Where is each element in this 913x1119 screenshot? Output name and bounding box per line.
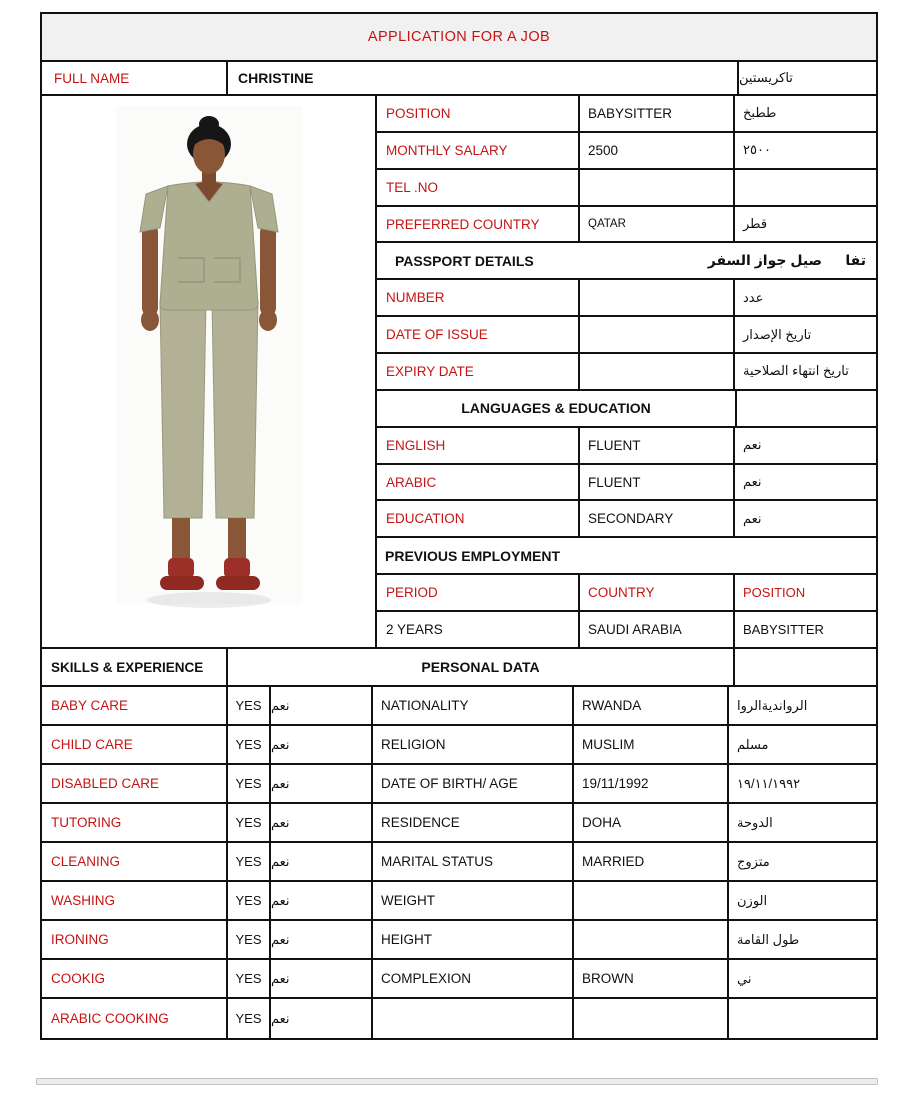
skill-yes: YES <box>226 960 269 997</box>
personal-value <box>572 921 727 958</box>
employment-country-value: SAUDI ARABIA <box>578 612 733 647</box>
personal-arabic: الروانديةالروا <box>727 687 876 724</box>
salary-value: 2500 <box>578 133 733 168</box>
form-title-bar <box>42 14 876 62</box>
details-table <box>375 96 876 647</box>
table-row-country <box>377 207 876 244</box>
languages-education-header-row <box>377 391 876 428</box>
period-column-header: PERIOD <box>386 585 438 601</box>
salary-arabic: ٢٥٠٠ <box>733 133 876 168</box>
personal-value: MUSLIM <box>572 726 727 763</box>
period-value: 2 YEARS <box>386 621 443 637</box>
table-row-salary <box>377 133 876 170</box>
photo-cell <box>42 96 375 647</box>
personal-value: MARRIED <box>572 843 727 880</box>
previous-employment-header-row <box>377 538 876 575</box>
skill-yes-arabic: نعم <box>269 882 371 919</box>
personal-value: DOHA <box>572 804 727 841</box>
table-row-tel <box>377 170 876 207</box>
full-name-row <box>42 62 876 96</box>
position-label: POSITION <box>386 105 451 121</box>
applicant-photo <box>94 106 324 621</box>
personal-label: RESIDENCE <box>371 804 572 841</box>
arabic-value: FLUENT <box>578 465 733 500</box>
expiry-date-label: EXPIRY DATE <box>386 363 474 379</box>
personal-label: COMPLEXION <box>371 960 572 997</box>
form-body <box>42 96 876 649</box>
date-of-issue-value <box>578 317 733 352</box>
skill-label: IRONING <box>51 932 109 947</box>
skill-yes-arabic: نعم <box>269 687 371 724</box>
table-row-english <box>377 428 876 465</box>
education-arabic: نعم <box>733 501 876 536</box>
skill-label: CLEANING <box>51 854 121 869</box>
personal-label: RELIGION <box>371 726 572 763</box>
passport-details-title: PASSPORT DETAILS <box>395 252 534 269</box>
table-row-passport-number <box>377 280 876 317</box>
page-break-strip <box>36 1078 878 1085</box>
skill-label: ARABIC COOKING <box>51 1011 169 1026</box>
country-value: QATAR <box>578 207 733 242</box>
personal-label: WEIGHT <box>371 882 572 919</box>
personal-arabic: الدوحة <box>727 804 876 841</box>
skill-row-cleaning <box>42 843 876 882</box>
full-name-arabic: تاكريستين <box>737 62 876 94</box>
skill-row-child-care <box>42 726 876 765</box>
skill-label: DISABLED CARE <box>51 776 160 791</box>
table-row-education <box>377 501 876 538</box>
personal-label: HEIGHT <box>371 921 572 958</box>
skill-row-tutoring <box>42 804 876 843</box>
skill-yes-arabic: نعم <box>269 726 371 763</box>
skill-yes: YES <box>226 765 269 802</box>
expiry-date-value <box>578 354 733 389</box>
skill-row-washing <box>42 882 876 921</box>
position-value: BABYSITTER <box>578 96 733 131</box>
skill-row-disabled-care <box>42 765 876 804</box>
skill-row-cooking <box>42 960 876 999</box>
skill-yes-arabic: نعم <box>269 999 371 1038</box>
employment-values-row <box>377 612 876 647</box>
personal-arabic: ني <box>727 960 876 997</box>
personal-label: DATE OF BIRTH/ AGE <box>371 765 572 802</box>
full-name-value: CHRISTINE <box>226 62 737 94</box>
arabic-label: ARABIC <box>386 474 437 490</box>
education-value: SECONDARY <box>578 501 733 536</box>
personal-label: MARITAL STATUS <box>371 843 572 880</box>
position-column-header: POSITION <box>733 575 876 610</box>
personal-value <box>572 882 727 919</box>
skill-yes: YES <box>226 687 269 724</box>
employment-columns-row <box>377 575 876 612</box>
country-label: PREFERRED COUNTRY <box>386 216 540 232</box>
skill-yes: YES <box>226 843 269 880</box>
skill-yes-arabic: نعم <box>269 804 371 841</box>
personal-arabic <box>727 999 876 1038</box>
passport-number-label: NUMBER <box>386 290 445 306</box>
passport-details-title-arabic: تفا صيل جواز السفر <box>707 252 866 269</box>
personal-arabic: مسلم <box>727 726 876 763</box>
skill-yes: YES <box>226 882 269 919</box>
skill-label: COOKIG <box>51 971 106 986</box>
personal-value: 19/11/1992 <box>572 765 727 802</box>
previous-employment-header: PREVIOUS EMPLOYMENT <box>385 547 561 564</box>
salary-label: MONTHLY SALARY <box>386 142 508 158</box>
education-label: EDUCATION <box>386 511 465 527</box>
full-name-label: FULL NAME <box>54 70 130 86</box>
skills-experience-header: SKILLS & EXPERIENCE <box>51 659 204 675</box>
personal-data-header: PERSONAL DATA <box>226 649 733 685</box>
english-value: FLUENT <box>578 428 733 463</box>
personal-value: BROWN <box>572 960 727 997</box>
skill-row-baby-care <box>42 687 876 726</box>
table-row-expiry-date <box>377 354 876 391</box>
expiry-date-arabic: تاريخ انتهاء الصلاحية <box>733 354 876 389</box>
passport-number-value <box>578 280 733 315</box>
date-of-issue-label: DATE OF ISSUE <box>386 327 488 343</box>
skill-yes: YES <box>226 999 269 1038</box>
skills-personal-header-row <box>42 649 876 687</box>
table-row-position <box>377 96 876 133</box>
table-row-arabic-language <box>377 465 876 502</box>
skill-yes: YES <box>226 726 269 763</box>
personal-label: NATIONALITY <box>371 687 572 724</box>
skill-label: TUTORING <box>51 815 122 830</box>
table-row-date-of-issue <box>377 317 876 354</box>
passport-number-arabic: عدد <box>733 280 876 315</box>
languages-education-header: LANGUAGES & EDUCATION <box>461 400 651 417</box>
country-column-header: COUNTRY <box>578 575 733 610</box>
form-title: APPLICATION FOR A JOB <box>367 29 551 45</box>
languages-education-header-empty <box>735 391 876 426</box>
english-arabic: نعم <box>733 428 876 463</box>
personal-arabic: طول القامة <box>727 921 876 958</box>
skill-yes: YES <box>226 921 269 958</box>
passport-details-header <box>377 243 876 278</box>
skill-label: WASHING <box>51 893 115 908</box>
skill-row-ironing <box>42 921 876 960</box>
personal-value <box>572 999 727 1038</box>
personal-value: RWANDA <box>572 687 727 724</box>
personal-arabic: متزوج <box>727 843 876 880</box>
skill-yes-arabic: نعم <box>269 765 371 802</box>
position-arabic: ططبخ <box>733 96 876 131</box>
passport-details-header-row <box>377 243 876 280</box>
skill-yes-arabic: نعم <box>269 843 371 880</box>
personal-arabic: الوزن <box>727 882 876 919</box>
personal-label <box>371 999 572 1038</box>
date-of-issue-arabic: تاريخ الإصدار <box>733 317 876 352</box>
skill-row-arabic-cooking <box>42 999 876 1038</box>
employment-position-value: BABYSITTER <box>733 612 876 647</box>
tel-value <box>578 170 733 205</box>
skill-yes-arabic: نعم <box>269 921 371 958</box>
tel-arabic <box>733 170 876 205</box>
skill-yes: YES <box>226 804 269 841</box>
tel-label: TEL .NO <box>386 179 439 195</box>
personal-data-header-empty <box>733 649 876 685</box>
arabic-arabic: نعم <box>733 465 876 500</box>
skill-label: BABY CARE <box>51 698 129 713</box>
application-form <box>40 12 878 1040</box>
skill-yes-arabic: نعم <box>269 960 371 997</box>
country-arabic: قطر <box>733 207 876 242</box>
skill-label: CHILD CARE <box>51 737 133 752</box>
personal-arabic: ١٩/١١/١٩٩٢ <box>727 765 876 802</box>
english-label: ENGLISH <box>386 437 446 453</box>
